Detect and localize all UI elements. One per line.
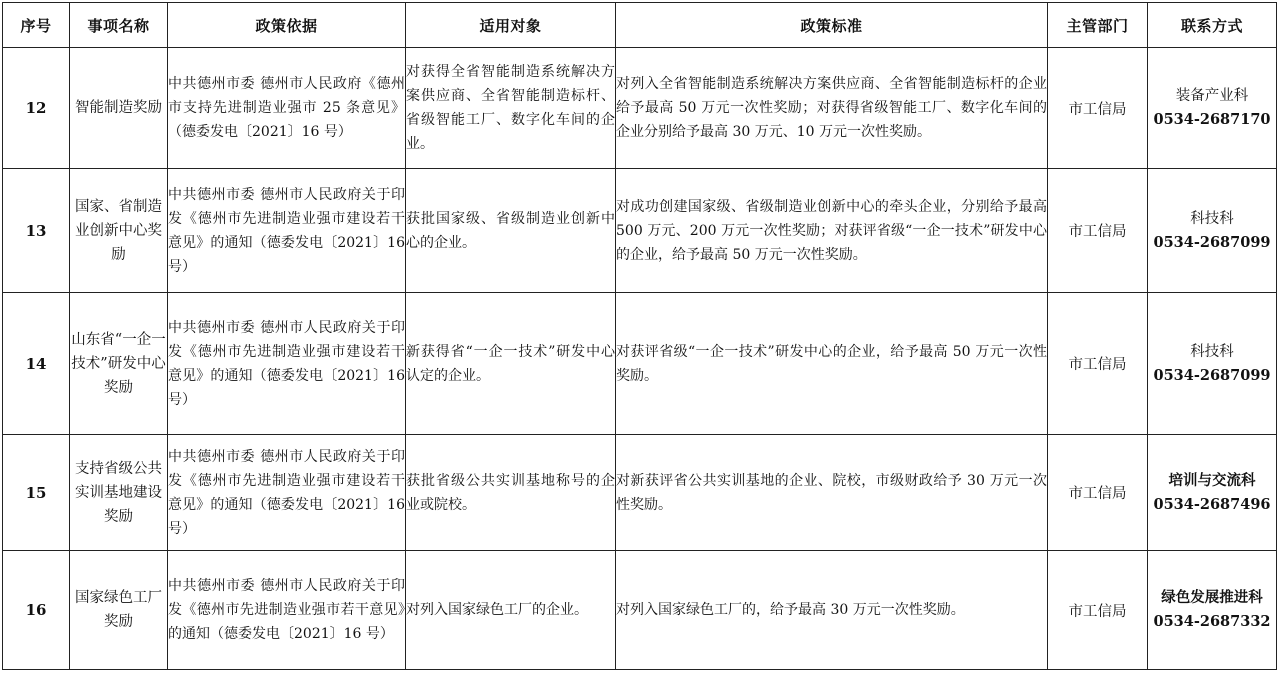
table-row [3, 169, 1277, 293]
header-contact: 联系方式 [1148, 3, 1277, 48]
cell-target: 对列入国家绿色工厂的企业。 [406, 551, 616, 670]
table-header [3, 3, 1277, 48]
header-row [3, 3, 1277, 48]
cell-seq: 14 [3, 293, 70, 435]
cell-contact [1148, 435, 1277, 551]
cell-seq: 12 [3, 48, 70, 169]
cell-contact [1148, 551, 1277, 670]
cell-seq: 15 [3, 435, 70, 551]
cell-basis: 中共德州市委 德州市人民政府关于印发《德州市先进制造业强市若干意见》的通知（德委发电〔2021〕16 号） [168, 551, 406, 670]
header-seq: 序号 [3, 3, 70, 48]
header-dept: 主管部门 [1048, 3, 1148, 48]
table-body [3, 48, 1277, 670]
cell-target: 对获得全省智能制造系统解决方案供应商、全省智能制造标杆、省级智能工厂、数字化车间的企业。 [406, 48, 616, 169]
cell-basis: 中共德州市委 德州市人民政府《德州市支持先进制造业强市 25 条意见》（德委发电〔2021〕16 号） [168, 48, 406, 169]
cell-standard: 对成功创建国家级、省级制造业创新中心的牵头企业，分别给予最高 500 万元、200 万元一次性奖励；对获评省级“一企一技术”研发中心的企业，给予最高 50 万元一次性奖励。 [616, 169, 1048, 293]
cell-name: 支持省级公共实训基地建设奖励 [70, 435, 168, 551]
contact-office: 培训与交流科 [1168, 471, 1256, 489]
cell-standard: 对列入国家绿色工厂的，给予最高 30 万元一次性奖励。 [616, 551, 1048, 670]
policy-table [2, 2, 1277, 670]
cell-name: 山东省“一企一技术”研发中心奖励 [70, 293, 168, 435]
contact-phone: 0534-2687099 [1153, 366, 1271, 384]
cell-seq: 16 [3, 551, 70, 670]
header-standard: 政策标准 [616, 3, 1048, 48]
cell-target: 新获得省“一企一技术”研发中心认定的企业。 [406, 293, 616, 435]
contact-phone: 0534-2687496 [1153, 495, 1271, 513]
contact-phone: 0534-2687332 [1153, 613, 1271, 630]
cell-seq: 13 [3, 169, 70, 293]
header-name: 事项名称 [70, 3, 168, 48]
cell-name: 国家绿色工厂奖励 [70, 551, 168, 670]
cell-basis: 中共德州市委 德州市人民政府关于印发《德州市先进制造业强市建设若干意见》的通知（德委发电〔2021〕16 号） [168, 169, 406, 293]
contact-phone: 0534-2687170 [1153, 111, 1271, 128]
cell-target: 获批省级公共实训基地称号的企业或院校。 [406, 435, 616, 551]
cell-basis: 中共德州市委 德州市人民政府关于印发《德州市先进制造业强市建设若干意见》的通知（德委发电〔2021〕16 号） [168, 435, 406, 551]
cell-standard: 对列入全省智能制造系统解决方案供应商、全省智能制造标杆的企业给予最高 50 万元一次性奖励；对获得省级智能工厂、数字化车间的企业分别给予最高 30 万元、10 万元一次性奖励。 [616, 48, 1048, 169]
cell-basis: 中共德州市委 德州市人民政府关于印发《德州市先进制造业强市建设若干意见》的通知（德委发电〔2021〕16 号） [168, 293, 406, 435]
table-row [3, 435, 1277, 551]
cell-dept: 市工信局 [1048, 169, 1148, 293]
cell-contact [1148, 293, 1277, 435]
cell-dept: 市工信局 [1048, 551, 1148, 670]
contact-phone: 0534-2687099 [1153, 233, 1271, 251]
policy-document-page [2, 2, 1276, 668]
cell-name: 智能制造奖励 [70, 48, 168, 169]
contact-office: 科技科 [1190, 210, 1234, 227]
header-basis: 政策依据 [168, 3, 406, 48]
cell-contact [1148, 48, 1277, 169]
header-target: 适用对象 [406, 3, 616, 48]
cell-contact [1148, 169, 1277, 293]
table-row [3, 551, 1277, 670]
cell-standard: 对获评省级“一企一技术”研发中心的企业，给予最高 50 万元一次性奖励。 [616, 293, 1048, 435]
contact-office: 装备产业科 [1175, 88, 1249, 104]
cell-standard: 对新获评省公共实训基地的企业、院校，市级财政给予 30 万元一次性奖励。 [616, 435, 1048, 551]
cell-dept: 市工信局 [1048, 48, 1148, 169]
cell-target: 获批国家级、省级制造业创新中心的企业。 [406, 169, 616, 293]
cell-dept: 市工信局 [1048, 435, 1148, 551]
table-row [3, 48, 1277, 169]
cell-dept: 市工信局 [1048, 293, 1148, 435]
contact-office: 绿色发展推进科 [1161, 589, 1263, 606]
table-row [3, 293, 1277, 435]
cell-name: 国家、省制造业创新中心奖励 [70, 169, 168, 293]
contact-office: 科技科 [1190, 343, 1234, 360]
